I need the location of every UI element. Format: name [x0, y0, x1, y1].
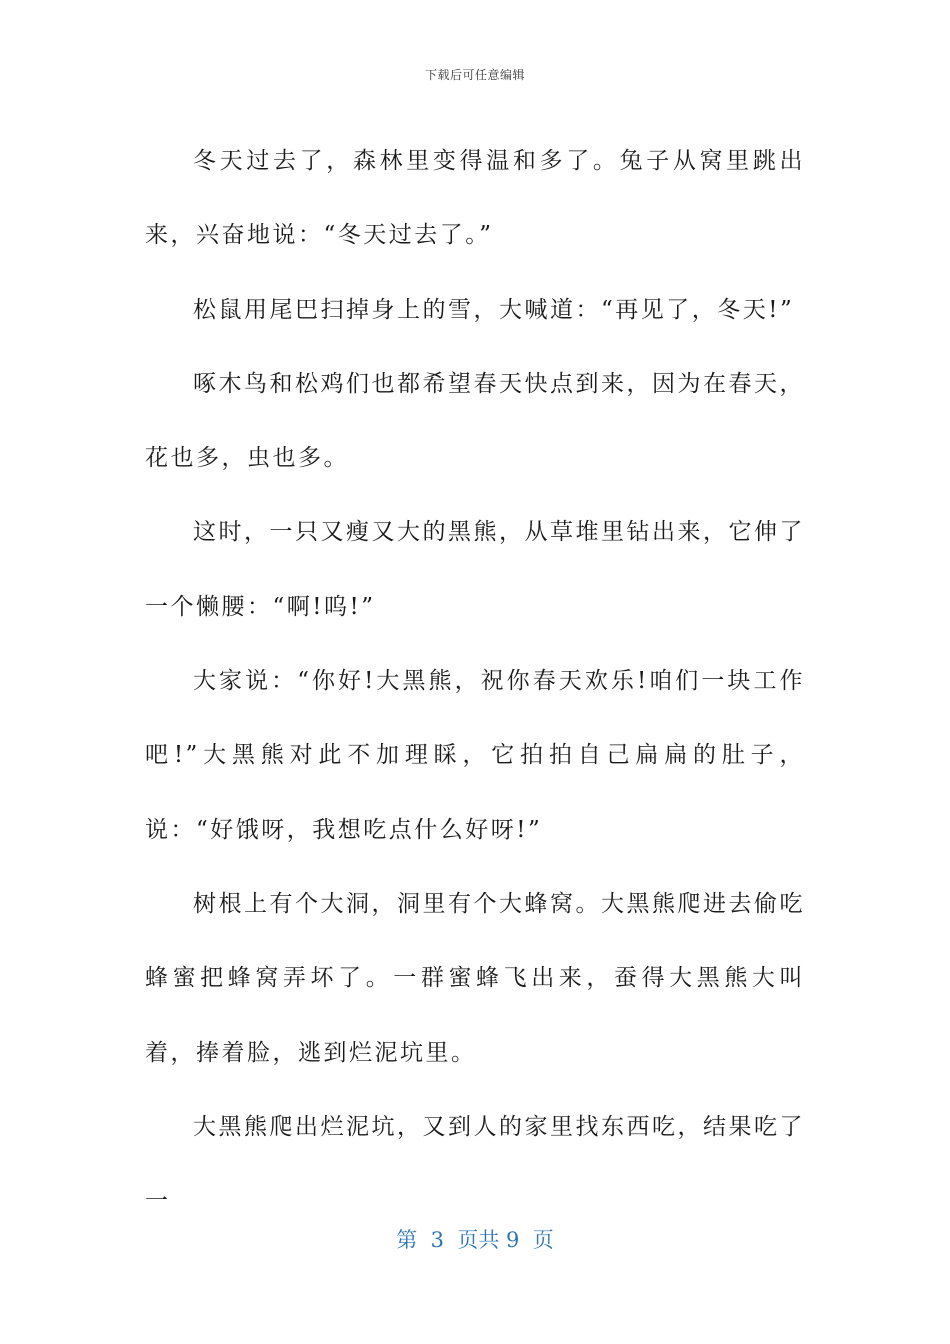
page-number-footer: 第 3 页共 9 页 [396, 1228, 554, 1252]
document-body [145, 124, 805, 1238]
paragraph-3: 啄木鸟和松鸡们也都希望春天快点到来，因为在春天，花也多，虫也多。 [145, 370, 805, 472]
paragraph-4: 这时，一只又瘦又大的黑熊，从草堆里钻出来，它伸了一个懒腰：“啊!呜!” [145, 519, 805, 620]
paragraph-5: 大家说：“你好!大黑熊，祝你春天欢乐!咱们一块工作吧!”大黑熊对此不加理睬，它拍拍自己扁扁的肚子，说：“好饿呀，我想吃点什么好呀!” [145, 668, 805, 843]
paragraph-6: 树根上有个大洞，洞里有个大蜂窝。大黑熊爬进去偷吃蜂蜜把蜂窝弄坏了。一群蜜蜂飞出来，蚕得大黑熊大叫着，捧着脸，逃到烂泥坑里。 [145, 890, 805, 1066]
page-header: 下载后可任意编辑 [424, 68, 525, 82]
paragraph-2: 松鼠用尾巴扫掉身上的雪，大喊道：“再见了，冬天!” [193, 296, 795, 323]
paragraph-1: 冬天过去了，森林里变得温和多了。兔子从窝里跳出来，兴奋地说：“冬天过去了。” [145, 148, 805, 249]
paragraph-7: 大黑熊爬出烂泥坑，又到人的家里找东西吃，结果吃了一 [145, 1113, 805, 1215]
